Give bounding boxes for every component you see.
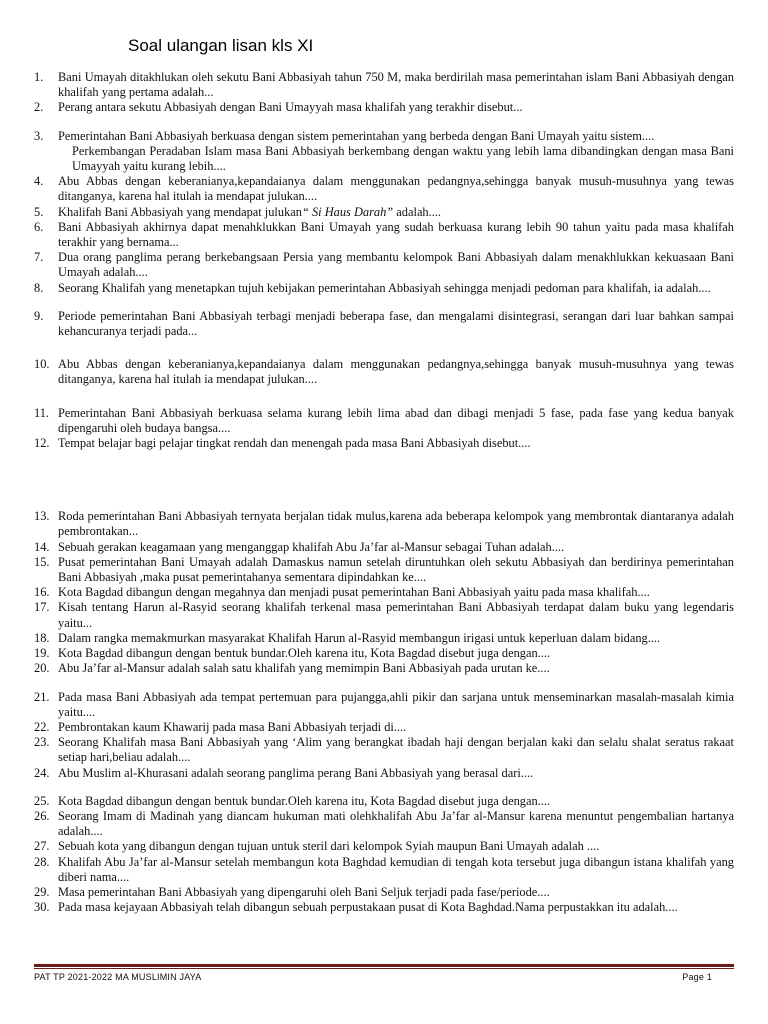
question-text: Pemerintahan Bani Abbasiyah berkuasa selama kurang lebih lima abad dan dibagi menjadi 5 fase, pada fase yang kedua banyak dipengaruhi oleh budaya bangsa.... [58,405,734,435]
question-text: Bani Abbasiyah akhirnya dapat menahklukkan Bani Umayah yang sudah berkuasa kurang lebih 90 tahun yaitu pada masa khalifah terakhir yang bernama... [58,219,734,250]
question-item [34,766,734,781]
question-number: 8. [34,280,44,295]
question-text-italic: “ Si Haus Darah” [301,204,394,219]
question-item [34,357,734,387]
footer-school-label: PAT TP 2021-2022 MA MUSLIMIN JAYA [34,972,202,982]
question-text: Periode pemerintahan Bani Abbasiyah terbagi menjadi beberapa fase, dan mengalami disintegrasi, serangan dari luar bahkan sampai kehancuranya terjadi pada... [58,308,734,339]
question-number: 22. [34,719,50,734]
question-number: 24. [34,765,50,780]
question-text: Abu Abbas dengan keberanianya,kepandaianya dalam menggunakan pedangnya,sehingga banyak musuh-musuhnya yang tewas ditanganya, karena hal itulah ia mendapat julukan.... [58,357,734,387]
question-text: Perkembangan Peradaban Islam masa Bani Abbasiyah berkembang dengan waktu yang lebih lama dibandingkan dengan masa Bani Umayyah yaitu kurang lebih.... [72,143,734,174]
question-text: Dalam rangka memakmurkan masyarakat Khalifah Harun al-Rasyid membangun irigasi untuk keperluan dalam bidang.... [58,630,661,645]
question-text: Pemerintahan Bani Abbasiyah berkuasa dengan sistem pemerintahan yang berbeda dengan Bani Umayah yaitu sistem.... [58,128,655,143]
question-number: 17. [34,600,50,615]
question-number: 25. [34,793,50,808]
question-text: Abu Abbas dengan keberanianya,kepandaianya dalam menggunakan pedangnya,sehingga banyak musuh-musuhnya yang tewas ditanganya, karena hal itulah ia mendapat julukan.... [58,174,734,204]
question-text: Pusat pemerintahan Bani Umayah adalah Damaskus namun setelah diruntuhkan oleh sekutu Abbasiyah dan berdirinya pemerintahan Bani Abbasiyah ,maka pusat pemerintahanya sementara dipindahkan ke.... [58,554,734,585]
question-text: Perang antara sekutu Abbasiyah dengan Bani Umayyah masa khalifah yang terakhir disebut... [58,100,523,115]
question-number: 23. [34,735,50,750]
question-number: 14. [34,539,50,554]
question-item [34,885,734,900]
question-item [34,309,734,339]
question-item-unnumbered [34,144,734,174]
question-text: Pada masa kejayaan Abbasiyah telah dibangun sebuah perpustakaan pusat di Kota Baghdad.Nama perpustakkan itu adalah.... [58,900,678,915]
question-number: 4. [34,174,44,189]
question-item [34,585,734,600]
question-item [34,720,734,735]
question-number: 13. [34,509,50,524]
question-text: Abu Muslim al-Khurasani adalah seorang panglima perang Bani Abbasiyah yang berasal dari.... [58,765,534,780]
question-text: Pada masa Bani Abbasiyah ada tempat pertemuan para pujangga,ahli pikir dan sarjana untuk menseminarkan masalah-masalah kimia yaitu.... [58,689,734,719]
question-number: 12. [34,436,50,451]
question-number: 27. [34,839,50,854]
question-text: Seorang Imam di Madinah yang diancam hukuman mati olehkhalifah Abu Ja’far al-Mansur karena menuntut pengembalian hartanya adalah.... [58,808,734,839]
question-number: 1. [34,70,44,84]
question-text: Masa pemerintahan Bani Abbasiyah yang dipengaruhi oleh Bani Seljuk terjadi pada fase/periode.... [58,884,550,899]
question-text: Seorang Khalifah masa Bani Abbasiyah yang ‘Alim yang berangkat ibadah haji dengan berjalan kaki dan selalu shalat seratus rakaat setiap hari,beliau adalah.... [58,735,734,765]
question-item [34,129,734,144]
question-item [34,220,734,250]
question-item [34,250,734,280]
question-number: 29. [34,884,50,899]
question-number: 30. [34,900,50,915]
question-item [34,436,734,451]
footer-divider-thin [34,968,734,969]
question-item [34,690,734,720]
question-item [34,509,734,539]
question-text: Seorang Khalifah yang menetapkan tujuh kebijakan pemerintahan Abbasiyah sehingga menjadi pedoman para khalifah, ia adalah.... [58,280,711,295]
question-text: Tempat belajar bagi pelajar tingkat rendah dan menengah pada masa Bani Abbasiyah disebut.... [58,436,531,451]
question-item [34,600,734,630]
question-number: 10. [34,357,50,372]
question-number: 26. [34,808,50,823]
question-item [34,809,734,839]
question-item [34,631,734,646]
question-item [34,735,734,765]
question-item [34,540,734,555]
question-number: 21. [34,689,50,704]
question-item [34,555,734,585]
question-number: 2. [34,100,44,115]
question-item [34,205,734,220]
question-item [34,281,734,296]
question-number: 15. [34,554,50,569]
question-number: 19. [34,646,50,661]
question-list [34,70,734,915]
question-item [34,174,734,204]
question-number: 28. [34,854,50,869]
question-item [34,70,734,100]
question-text: Pembrontakan kaum Khawarij pada masa Bani Abbasiyah terjadi di.... [58,719,407,734]
question-item [34,406,734,436]
question-number: 3. [34,128,44,143]
document-title: Soal ulangan lisan kls XI [128,36,314,55]
footer-divider-thick [34,964,734,967]
question-text-before: Khalifah Bani Abbasiyah yang mendapat julukan [58,204,302,219]
question-text: Kisah tentang Harun al-Rasyid seorang khalifah terkenal masa pemerintahan Bani Abbasiyah terdapat dalam buku yang legendaris yaitu... [58,600,734,630]
question-number: 20. [34,661,50,676]
question-text: Roda pemerintahan Bani Abbasiyah ternyata berjalan tidak mulus,karena ada beberapa kelompok yang membrontak diantaranya adalah pembrontakan... [58,509,734,539]
question-item [34,900,734,915]
question-text: Kota Bagdad dibangun dengan bentuk bundar.Oleh karena itu, Kota Bagdad disebut juga dengan.... [58,646,551,661]
question-item [34,855,734,885]
question-number: 6. [34,219,44,234]
question-item [34,646,734,661]
footer-page-number: Page 1 [682,972,712,982]
question-text-after: adalah.... [393,204,442,219]
question-number: 7. [34,250,44,265]
question-text: Khalifah Abu Ja’far al-Mansur setelah membangun kota Baghdad kemudian di tengah kota tersebut juga dibangun istana khalifah yang diberi nama.... [58,854,734,884]
question-text: Sebuah gerakan keagamaan yang menganggap khalifah Abu Ja’far al-Mansur sebagai Tuhan adalah.... [58,539,565,554]
question-number: 9. [34,308,44,323]
question-text: Abu Ja’far al-Mansur adalah salah satu khalifah yang memimpin Bani Abbasiyah pada urutan ke.... [58,661,550,676]
question-text: Dua orang panglima perang berkebangsaan Persia yang membantu kelompok Bani Abbasiyah dalam menakhlukkan kekuasaan Bani Umayah adalah.... [58,250,734,280]
question-text: Sebuah kota yang dibangun dengan tujuan untuk steril dari kelompok Syiah maupun Bani Umayah adalah .... [58,839,600,854]
question-number: 16. [34,585,50,600]
question-item [34,661,734,676]
question-text: Kota Bagdad dibangun dengan bentuk bundar.Oleh karena itu, Kota Bagdad disebut juga dengan.... [58,793,551,808]
question-number: 18. [34,630,50,645]
question-item [34,100,734,115]
question-item [34,839,734,854]
question-text: Kota Bagdad dibangun dengan megahnya dan menjadi pusat pemerintahan Bani Abbasiyah yaitu pada masa khalifah.... [58,585,650,600]
question-item [34,794,734,809]
question-number: 5. [34,204,44,219]
question-number: 11. [34,405,50,420]
question-text: Bani Umayah ditakhlukan oleh sekutu Bani Abbasiyah tahun 750 M, maka berdirilah masa pemerintahan islam Bani Abbasiyah dengan khalifah yang pertama adalah... [58,70,734,100]
